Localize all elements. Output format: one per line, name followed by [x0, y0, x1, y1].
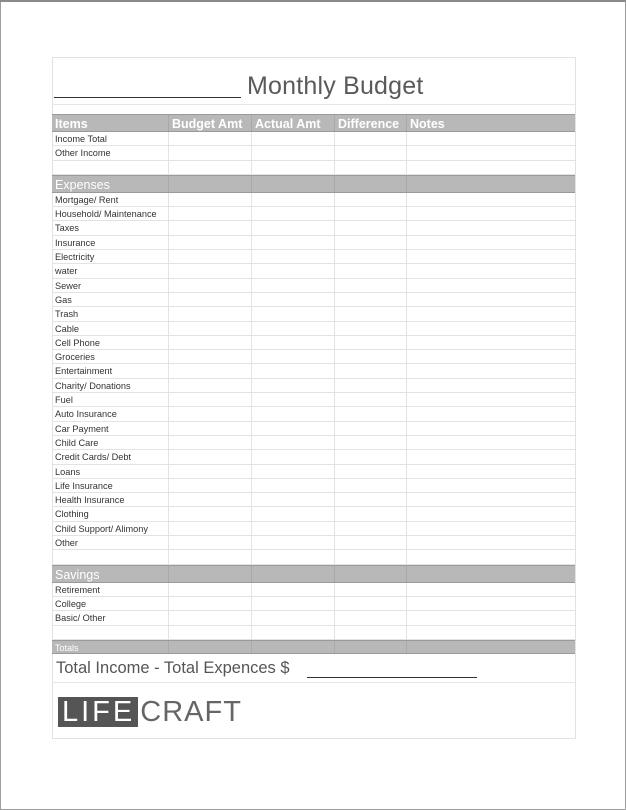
table-cell[interactable]: [334, 479, 406, 492]
item-label: water: [55, 266, 78, 277]
table-cell: [406, 566, 575, 582]
item-label: Loans: [55, 466, 81, 477]
table-row: [52, 522, 575, 536]
table-cell[interactable]: [334, 221, 406, 234]
table-cell: [334, 176, 406, 192]
table-cell[interactable]: [406, 626, 575, 639]
column-header: Items: [55, 117, 88, 131]
table-cell[interactable]: [168, 221, 251, 234]
section-label: Expenses: [55, 177, 110, 192]
table-cell[interactable]: [168, 146, 251, 159]
table-cell[interactable]: [251, 493, 334, 506]
table-cell[interactable]: [406, 293, 575, 306]
logo-rest-text: CRAFT: [140, 696, 242, 728]
table-cell[interactable]: [168, 250, 251, 263]
budget-table: [52, 114, 575, 654]
table-cell[interactable]: [168, 597, 251, 610]
logo-boxed-text: LIFE: [58, 697, 138, 727]
item-label: Basic/ Other: [55, 613, 106, 624]
table-cell[interactable]: [406, 322, 575, 335]
table-cell[interactable]: [334, 132, 406, 145]
table-row: [52, 465, 575, 479]
item-label: Electricity: [55, 252, 95, 263]
table-cell[interactable]: [251, 611, 334, 624]
table-cell[interactable]: [251, 522, 334, 535]
table-cell[interactable]: [406, 550, 575, 563]
table-cell[interactable]: [406, 479, 575, 492]
table-cell: [251, 176, 334, 192]
title-blank-line: [54, 97, 241, 98]
table-cell[interactable]: [334, 293, 406, 306]
table-cell[interactable]: [406, 307, 575, 320]
item-label: Clothing: [55, 509, 89, 520]
table-cell[interactable]: [168, 293, 251, 306]
table-cell[interactable]: [406, 336, 575, 349]
item-label: Gas: [55, 294, 72, 305]
table-cell[interactable]: [168, 279, 251, 292]
item-label: Child Care: [55, 437, 99, 448]
page-top-edge: [0, 0, 626, 2]
table-cell[interactable]: [406, 422, 575, 435]
table-row: [52, 207, 575, 221]
table-cell[interactable]: [251, 207, 334, 220]
table-cell[interactable]: [406, 236, 575, 249]
table-cell[interactable]: [334, 393, 406, 406]
item-label: Mortgage/ Rent: [55, 194, 119, 205]
expenses-section-row: [52, 175, 575, 193]
item-label: Cell Phone: [55, 337, 100, 348]
table-cell[interactable]: [251, 279, 334, 292]
table-cell[interactable]: [334, 597, 406, 610]
table-cell[interactable]: [406, 364, 575, 377]
item-label: College: [55, 598, 87, 609]
item-label: Insurance: [55, 237, 96, 248]
table-cell[interactable]: [334, 364, 406, 377]
table-cell[interactable]: [168, 350, 251, 363]
section-label: Savings: [55, 567, 100, 582]
table-cell[interactable]: [406, 611, 575, 624]
table-cell: [52, 550, 168, 563]
item-label: Income Total: [55, 134, 107, 144]
table-cell[interactable]: [251, 322, 334, 335]
table-cell[interactable]: [334, 422, 406, 435]
table-cell[interactable]: [251, 465, 334, 478]
table-row: [52, 493, 575, 507]
table-row: [52, 393, 575, 407]
table-cell[interactable]: [406, 465, 575, 478]
table-row: [52, 221, 575, 235]
table-cell[interactable]: [406, 250, 575, 263]
table-cell[interactable]: [406, 264, 575, 277]
table-cell[interactable]: [406, 161, 575, 174]
savings-section-row: [52, 565, 575, 583]
item-label: Car Payment: [55, 423, 109, 434]
table-cell[interactable]: [168, 507, 251, 520]
table-cell[interactable]: [168, 422, 251, 435]
table-header-row: [52, 114, 575, 132]
item-label: Fuel: [55, 395, 73, 406]
table-cell[interactable]: [334, 336, 406, 349]
table-cell: [251, 566, 334, 582]
table-row: [52, 250, 575, 264]
item-label: Health Insurance: [55, 495, 125, 506]
table-cell: [406, 176, 575, 192]
table-cell[interactable]: [406, 493, 575, 506]
table-cell[interactable]: [406, 132, 575, 145]
table-cell[interactable]: [251, 379, 334, 392]
table-row: [52, 264, 575, 278]
table-cell[interactable]: [334, 236, 406, 249]
table-cell[interactable]: [334, 350, 406, 363]
item-label: Groceries: [55, 352, 95, 363]
table-row: [52, 279, 575, 293]
table-cell[interactable]: [406, 350, 575, 363]
column-header: Actual Amt: [251, 115, 334, 131]
table-row: [52, 422, 575, 436]
table-row: [52, 611, 575, 625]
table-cell[interactable]: [251, 364, 334, 377]
table-cell[interactable]: [251, 583, 334, 596]
item-label: Other Income: [55, 148, 111, 159]
item-label: Retirement: [55, 584, 100, 595]
table-row: [52, 550, 575, 564]
table-cell[interactable]: [334, 522, 406, 535]
table-cell[interactable]: [168, 379, 251, 392]
item-label: Life Insurance: [55, 480, 113, 491]
table-cell[interactable]: [168, 161, 251, 174]
table-cell: [334, 566, 406, 582]
item-label: Sewer: [55, 280, 82, 291]
item-label: Charity/ Donations: [55, 380, 131, 391]
table-cell[interactable]: [251, 536, 334, 549]
table-cell[interactable]: [334, 550, 406, 563]
table-cell[interactable]: [406, 407, 575, 420]
table-cell[interactable]: [168, 207, 251, 220]
table-cell[interactable]: [168, 336, 251, 349]
formula-blank-line: [307, 677, 477, 678]
table-cell[interactable]: [334, 250, 406, 263]
table-cell[interactable]: [334, 450, 406, 463]
item-label: Cable: [55, 323, 80, 334]
table-cell[interactable]: [406, 221, 575, 234]
column-header: Notes: [406, 115, 575, 131]
table-cell[interactable]: [168, 626, 251, 639]
table-cell[interactable]: [334, 379, 406, 392]
column-header: Difference: [334, 115, 406, 131]
table-cell[interactable]: [168, 583, 251, 596]
table-row: [52, 307, 575, 321]
table-cell[interactable]: [168, 522, 251, 535]
table-row: [52, 479, 575, 493]
title-row: [52, 62, 575, 105]
table-row: [52, 193, 575, 207]
table-cell[interactable]: [251, 293, 334, 306]
table-cell[interactable]: [251, 193, 334, 206]
table-cell[interactable]: [334, 161, 406, 174]
table-row: [52, 407, 575, 421]
table-row: [52, 293, 575, 307]
table-cell[interactable]: [251, 146, 334, 159]
item-label: Credit Cards/ Debt: [55, 452, 132, 463]
table-row: [52, 364, 575, 378]
table-cell[interactable]: [168, 550, 251, 563]
table-row: [52, 161, 575, 175]
table-cell[interactable]: [251, 507, 334, 520]
table-cell[interactable]: [168, 479, 251, 492]
table-row: [52, 350, 575, 364]
item-label: Household/ Maintenance: [55, 209, 157, 220]
table-cell[interactable]: [406, 597, 575, 610]
table-cell[interactable]: [251, 550, 334, 563]
table-cell[interactable]: [168, 307, 251, 320]
table-cell[interactable]: [251, 250, 334, 263]
table-cell[interactable]: [251, 407, 334, 420]
table-cell[interactable]: [406, 450, 575, 463]
table-cell[interactable]: [334, 279, 406, 292]
table-cell[interactable]: [251, 336, 334, 349]
item-label: Auto Insurance: [55, 409, 117, 420]
table-cell: [52, 161, 168, 174]
table-cell[interactable]: [334, 307, 406, 320]
table-cell[interactable]: [168, 465, 251, 478]
table-row: [52, 146, 575, 160]
table-cell[interactable]: [168, 450, 251, 463]
table-cell[interactable]: [168, 436, 251, 449]
table-cell[interactable]: [334, 436, 406, 449]
income-minus-expenses-label: Total Income - Total Expences $: [56, 659, 290, 677]
table-cell[interactable]: [334, 583, 406, 596]
item-label: Trash: [55, 309, 79, 320]
item-label: Entertainment: [55, 366, 113, 377]
table-row: [52, 379, 575, 393]
column-header: Budget Amt: [168, 115, 251, 131]
table-cell[interactable]: [168, 236, 251, 249]
table-row: [52, 322, 575, 336]
table-cell[interactable]: [406, 146, 575, 159]
table-row: [52, 236, 575, 250]
section-label: Totals: [55, 642, 79, 653]
table-row: [52, 626, 575, 640]
table-cell[interactable]: [334, 626, 406, 639]
table-cell[interactable]: [406, 536, 575, 549]
table-cell[interactable]: [334, 193, 406, 206]
table-cell: [168, 176, 251, 192]
table-cell[interactable]: [406, 507, 575, 520]
table-cell[interactable]: [251, 479, 334, 492]
table-row: [52, 583, 575, 597]
table-cell[interactable]: [334, 507, 406, 520]
table-cell[interactable]: [334, 465, 406, 478]
table-cell[interactable]: [251, 393, 334, 406]
table-cell[interactable]: [251, 161, 334, 174]
item-label: Child Support/ Alimony: [55, 523, 148, 534]
table-cell[interactable]: [168, 407, 251, 420]
table-cell[interactable]: [406, 393, 575, 406]
table-cell[interactable]: [168, 536, 251, 549]
lifecraft-logo: [58, 697, 242, 727]
table-cell[interactable]: [251, 132, 334, 145]
table-cell[interactable]: [251, 236, 334, 249]
table-cell[interactable]: [334, 322, 406, 335]
table-cell: [52, 626, 168, 639]
table-cell: [168, 566, 251, 582]
page-title: Monthly Budget: [247, 72, 424, 100]
table-cell[interactable]: [168, 611, 251, 624]
table-cell[interactable]: [251, 450, 334, 463]
table-cell[interactable]: [406, 279, 575, 292]
table-row: [52, 536, 575, 550]
table-row: [52, 336, 575, 350]
item-label: Other: [55, 538, 78, 549]
item-label: Taxes: [55, 223, 79, 234]
table-row: [52, 450, 575, 464]
table-cell[interactable]: [406, 379, 575, 392]
table-cell[interactable]: [168, 264, 251, 277]
table-cell[interactable]: [251, 264, 334, 277]
table-cell[interactable]: [406, 583, 575, 596]
table-cell[interactable]: [168, 393, 251, 406]
table-cell[interactable]: [334, 207, 406, 220]
table-cell[interactable]: [334, 611, 406, 624]
table-cell[interactable]: [168, 193, 251, 206]
table-cell[interactable]: [251, 422, 334, 435]
table-cell[interactable]: [334, 146, 406, 159]
table-cell[interactable]: [406, 207, 575, 220]
table-cell[interactable]: [251, 626, 334, 639]
table-cell[interactable]: [168, 493, 251, 506]
table-cell[interactable]: [251, 350, 334, 363]
table-cell[interactable]: [251, 436, 334, 449]
table-cell[interactable]: [334, 536, 406, 549]
table-cell[interactable]: [251, 221, 334, 234]
table-cell[interactable]: [406, 436, 575, 449]
table-row: [52, 507, 575, 521]
table-cell[interactable]: [168, 132, 251, 145]
table-cell[interactable]: [334, 407, 406, 420]
table-cell[interactable]: [334, 264, 406, 277]
table-cell[interactable]: [251, 307, 334, 320]
table-cell[interactable]: [168, 322, 251, 335]
table-row: [52, 597, 575, 611]
table-cell[interactable]: [406, 193, 575, 206]
table-row: [52, 436, 575, 450]
table-cell[interactable]: [251, 597, 334, 610]
table-row: [52, 132, 575, 146]
table-cell[interactable]: [406, 522, 575, 535]
table-cell[interactable]: [334, 493, 406, 506]
table-cell[interactable]: [168, 364, 251, 377]
